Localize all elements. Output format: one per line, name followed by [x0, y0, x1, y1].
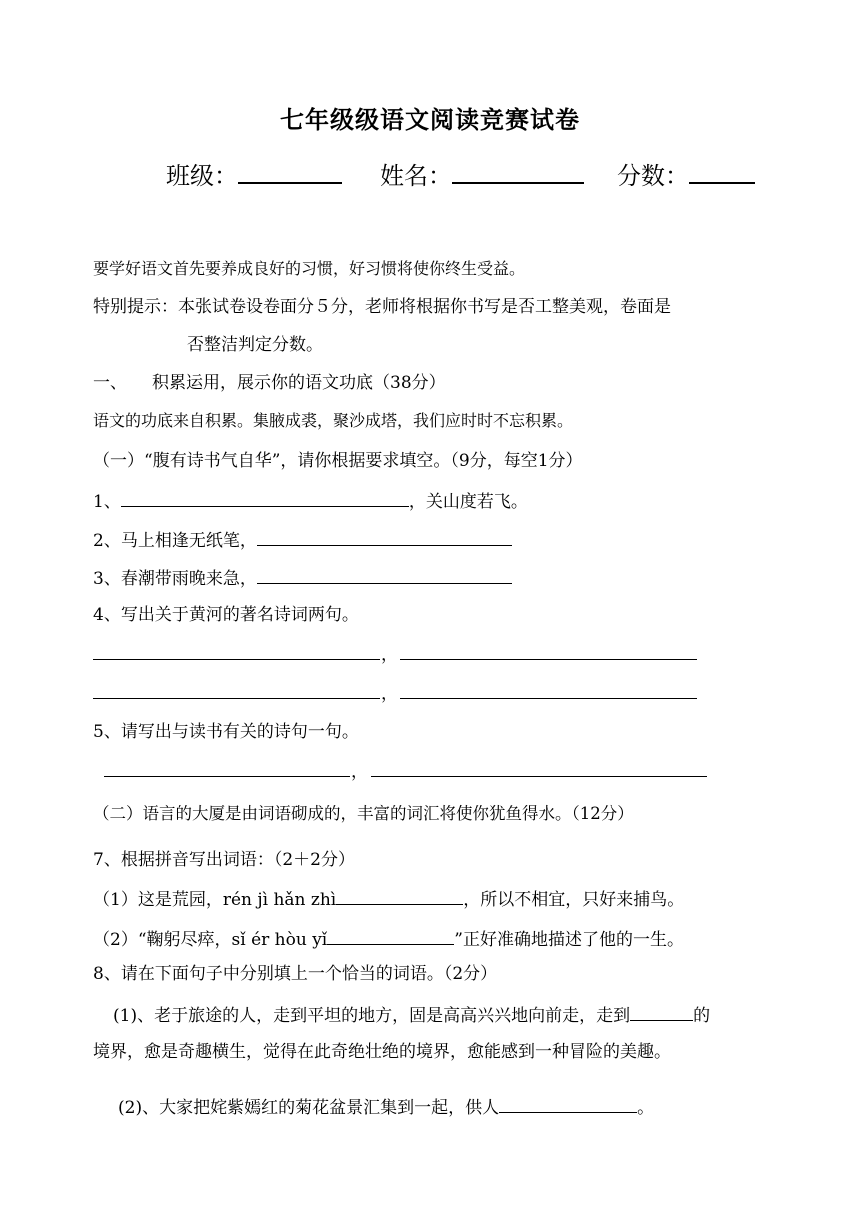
question-3-text: 3、春潮带雨晚来急，	[93, 569, 257, 589]
question-1	[93, 488, 528, 513]
name-field	[380, 156, 584, 192]
question-8-1	[113, 1002, 710, 1027]
notice-line-2: 否整洁判定分数。	[187, 335, 323, 355]
question-2	[93, 527, 512, 552]
question-8-2-text: (2)、大家把姹紫嫣红的菊花盆景汇集到一起，供人	[118, 1098, 500, 1118]
motto: 要学好语文首先要养成良好的习惯，好习惯将使你终生受益。	[93, 259, 526, 278]
question-5: 5、请写出与读书有关的诗句一句。	[93, 722, 359, 742]
question-8-1-line-2: 境界，愈是奇趣横生，觉得在此奇绝壮绝的境界，愈能感到一种冒险的美趣。	[93, 1042, 671, 1062]
question-7-1-tail: ，所以不相宜，只好来捕鸟。	[463, 890, 685, 910]
question-1-number: 1、	[93, 492, 121, 512]
question-4: 4、写出关于黄河的著名诗词两句。	[93, 605, 359, 625]
question-4-blank-2[interactable]	[400, 659, 697, 660]
class-blank[interactable]	[238, 156, 342, 184]
section-1-lead: 语文的功底来自积累。集腋成裘，聚沙成塔，我们应时时不忘积累。	[93, 411, 574, 430]
question-7-2-blank[interactable]	[327, 926, 454, 945]
question-7-2-text: （2）“鞠躬尽瘁，sǐ ér hòu yǐ	[93, 930, 328, 950]
score-blank[interactable]	[689, 156, 755, 184]
question-8-2-blank[interactable]	[499, 1094, 637, 1113]
question-3-blank[interactable]	[257, 565, 512, 584]
question-5-blank-1[interactable]	[104, 776, 350, 777]
question-8: 8、请在下面句子中分别填上一个恰当的词语。（2分）	[93, 964, 498, 984]
section-1-heading: 积累运用，展示你的语文功底（38分）	[152, 373, 446, 393]
question-2-text: 2、马上相逢无纸笔，	[93, 531, 257, 551]
question-8-1-blank[interactable]	[630, 1002, 693, 1021]
question-2-blank[interactable]	[257, 527, 512, 546]
question-8-2-tail: 。	[637, 1098, 655, 1118]
question-4-blank-1[interactable]	[93, 659, 380, 660]
class-label: 班级：	[166, 162, 238, 190]
question-1-blank[interactable]	[121, 488, 409, 507]
question-8-1-tail: 的	[693, 1006, 711, 1026]
question-7: 7、根据拼音写出词语：（2＋2分）	[93, 850, 355, 870]
question-5-blank-2[interactable]	[371, 776, 707, 777]
part-1-heading: （一）“腹有诗书气自华”，请你根据要求填空。（9分，每空1分）	[93, 451, 583, 471]
question-5-comma: ，	[351, 762, 368, 782]
question-4-blank-3[interactable]	[93, 698, 380, 699]
part-2-heading: （二）语言的大厦是由词语砌成的，丰富的词汇将使你犹鱼得水。（12分）	[93, 804, 634, 823]
question-4-comma-2: ，	[381, 684, 398, 704]
score-field	[617, 156, 755, 192]
question-7-1-blank[interactable]	[336, 886, 463, 905]
question-7-1	[93, 886, 684, 911]
question-7-2-tail: ”正好准确地描述了他的一生。	[454, 930, 684, 950]
question-8-2	[118, 1094, 654, 1119]
section-1-number: 一、	[93, 373, 127, 393]
question-8-1-text: (1)、老于旅途的人，走到平坦的地方，固是高高兴兴地向前走，走到	[113, 1006, 631, 1026]
name-label: 姓名：	[380, 162, 452, 190]
question-7-1-text: （1）这是荒园，rén jì hǎn zhì	[93, 890, 337, 910]
question-1-text: ，关山度若飞。	[408, 492, 528, 512]
question-3	[93, 565, 512, 590]
class-field	[166, 156, 342, 192]
question-7-2	[93, 926, 684, 951]
question-4-blank-4[interactable]	[400, 698, 697, 699]
question-4-comma-1: ，	[381, 645, 398, 665]
exam-title: 七年级级语文阅读竞赛试卷	[280, 105, 580, 134]
name-blank[interactable]	[452, 156, 584, 184]
notice-line-1: 特别提示：本张试卷设卷面分５分，老师将根据你书写是否工整美观，卷面是	[93, 297, 671, 317]
score-label: 分数：	[617, 162, 689, 190]
